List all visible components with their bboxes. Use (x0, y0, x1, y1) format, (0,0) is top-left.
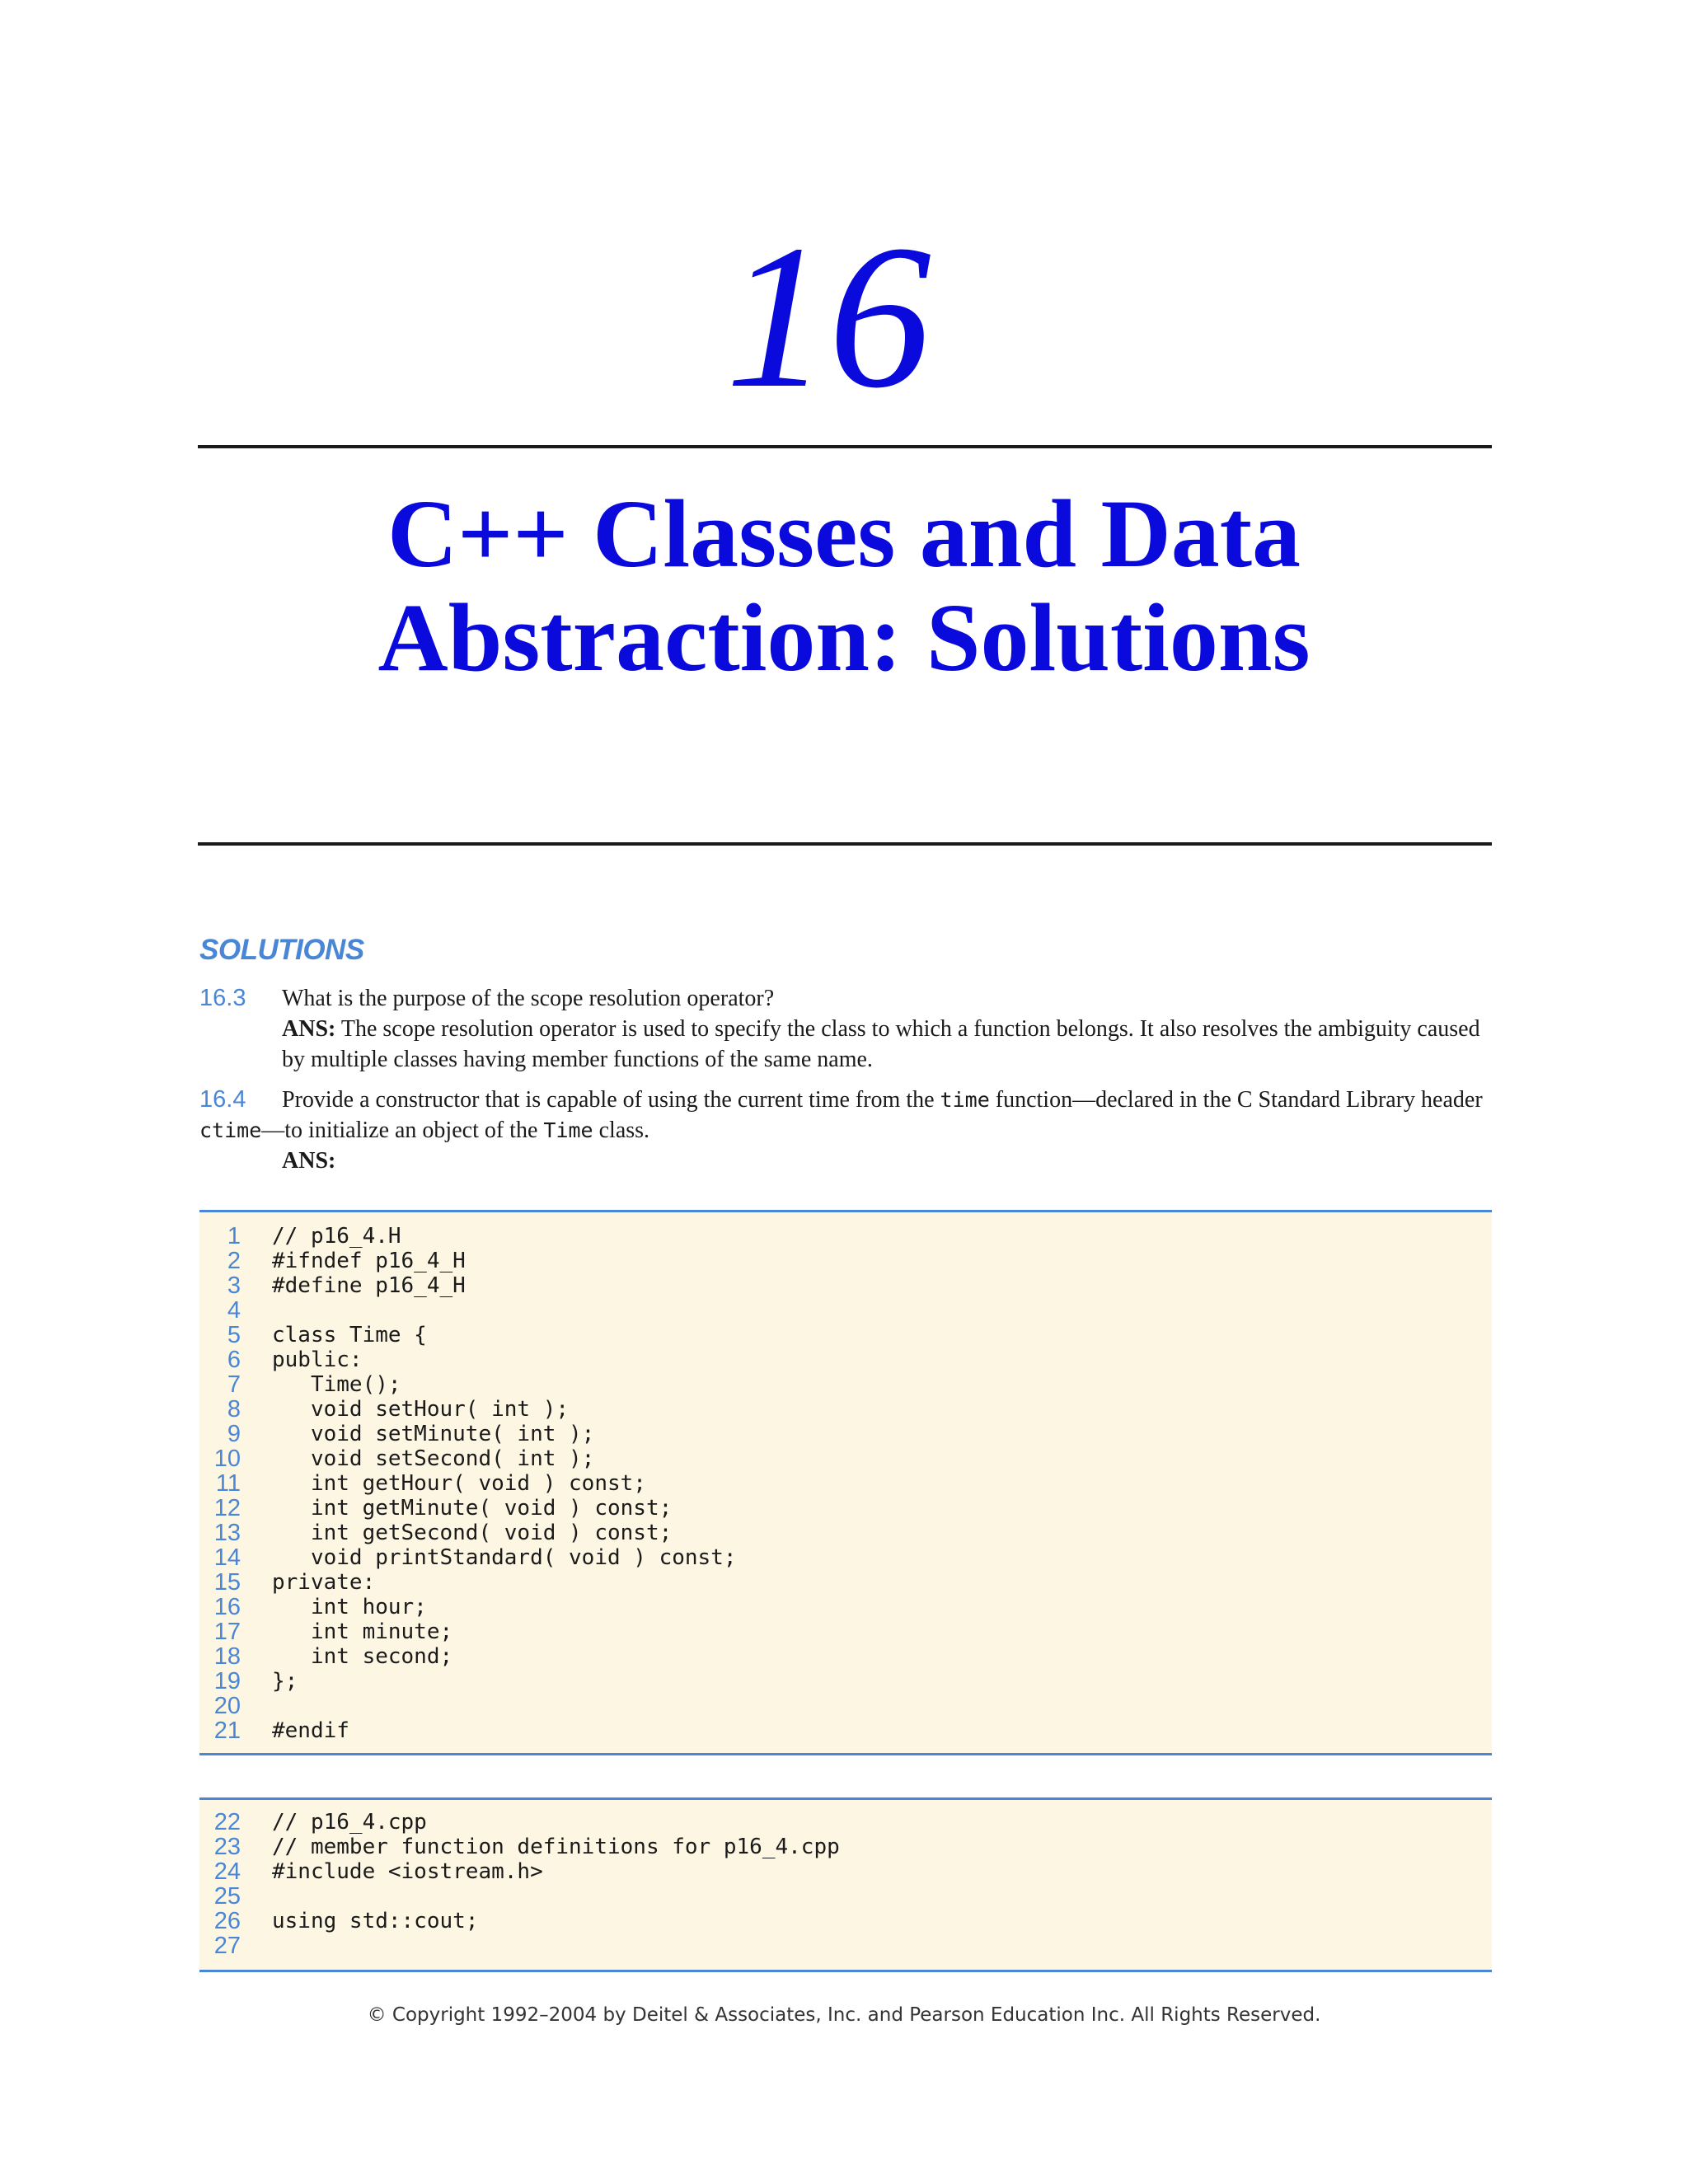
code-line (199, 1521, 1492, 1545)
code-line (199, 1372, 1492, 1397)
question-text: class. (593, 1118, 650, 1143)
exercise-16-4 (199, 1085, 1492, 1176)
line-number: 21 (213, 1718, 241, 1744)
line-number: 16 (213, 1594, 241, 1620)
line-code: int getMinute( void ) const; (272, 1496, 673, 1521)
line-number: 17 (213, 1619, 241, 1645)
line-number: 10 (213, 1446, 241, 1472)
line-number: 25 (213, 1883, 241, 1910)
line-code: // member function definitions for p16_4.cpp (272, 1835, 840, 1859)
code-line (199, 1718, 1492, 1743)
exercise-16-3 (199, 983, 1492, 1075)
code-line (199, 1694, 1492, 1718)
inline-code: time (940, 1088, 990, 1112)
code-listing-header (199, 1210, 1492, 1755)
code-listing-source (199, 1797, 1492, 1972)
line-code: void setHour( int ); (272, 1397, 570, 1422)
code-line (199, 1669, 1492, 1694)
code-line (199, 1446, 1492, 1471)
exercise-answer (199, 1146, 1492, 1176)
code-line (199, 1347, 1492, 1372)
line-code: int getHour( void ) const; (272, 1471, 646, 1496)
line-number: 4 (227, 1297, 241, 1324)
code-line (199, 1810, 1492, 1835)
line-number: 23 (213, 1834, 241, 1860)
code-line (199, 1595, 1492, 1619)
code-line (199, 1545, 1492, 1570)
line-number: 18 (213, 1643, 241, 1670)
line-code: }; (272, 1669, 298, 1694)
code-line (199, 1835, 1492, 1859)
line-number: 3 (227, 1272, 241, 1299)
top-rule (198, 445, 1492, 448)
code-line (199, 1224, 1492, 1249)
code-line (199, 1884, 1492, 1909)
line-code: #include <iostream.h> (272, 1859, 543, 1884)
exercise-number: 16.3 (199, 985, 246, 1011)
line-code: using std::cout; (272, 1909, 479, 1933)
line-number: 13 (213, 1520, 241, 1546)
line-code: void setMinute( int ); (272, 1422, 595, 1446)
inline-code: ctime (199, 1118, 262, 1142)
line-number: 8 (227, 1396, 241, 1422)
copyright-footer: © Copyright 1992–2004 by Deitel & Associates, Inc. and Pearson Education Inc. All Rights Reserved. (367, 2004, 1321, 2026)
line-code (241, 1298, 272, 1323)
line-number: 19 (213, 1668, 241, 1694)
question-text: function—declared in the C Standard Library header (989, 1087, 1483, 1113)
line-number: 20 (213, 1693, 241, 1719)
line-code (241, 1884, 272, 1909)
line-number: 6 (227, 1347, 241, 1373)
code-line (199, 1471, 1492, 1496)
exercise-question: What is the purpose of the scope resolution operator? (282, 986, 775, 1011)
line-code (241, 1694, 272, 1718)
line-number: 24 (213, 1858, 241, 1885)
line-number: 12 (213, 1495, 241, 1521)
code-line (199, 1298, 1492, 1323)
line-code: #ifndef p16_4_H (272, 1249, 466, 1273)
code-line (199, 1323, 1492, 1347)
line-code: int getSecond( void ) const; (272, 1521, 673, 1545)
code-line (199, 1859, 1492, 1884)
answer-label: ANS: (282, 1148, 336, 1174)
exercise-number: 16.4 (199, 1086, 246, 1113)
line-number: 2 (227, 1248, 241, 1274)
line-code: #define p16_4_H (272, 1273, 466, 1298)
line-code: private: (272, 1570, 376, 1595)
code-line (199, 1644, 1492, 1669)
line-number: 5 (227, 1322, 241, 1348)
answer-text: The scope resolution operator is used to specify the class to which a function belongs. It also resolves the ambiguity caused by multiple classes having member functions of the same name. (282, 1016, 1480, 1072)
chapter-title-line-1: C++ Classes and Data (387, 480, 1301, 588)
code-line (199, 1249, 1492, 1273)
code-line (199, 1496, 1492, 1521)
code-line (199, 1397, 1492, 1422)
code-line (199, 1570, 1492, 1595)
line-code: // p16_4.H (272, 1224, 401, 1249)
chapter-title (0, 482, 1688, 690)
line-code: Time(); (272, 1372, 401, 1397)
code-line (199, 1933, 1492, 1958)
line-number: 26 (213, 1908, 241, 1934)
code-line (199, 1909, 1492, 1933)
line-number: 7 (227, 1371, 241, 1398)
line-number: 15 (213, 1569, 241, 1596)
line-code: int hour; (272, 1595, 427, 1619)
line-number: 9 (227, 1421, 241, 1447)
line-number: 1 (227, 1223, 241, 1249)
line-code: void printStandard( void ) const; (272, 1545, 737, 1570)
line-code: class Time { (272, 1323, 427, 1347)
answer-label: ANS: (282, 1016, 336, 1042)
line-number: 14 (213, 1544, 241, 1571)
section-heading: SOLUTIONS (199, 934, 364, 966)
inline-code: Time (543, 1118, 593, 1142)
line-number: 27 (213, 1933, 241, 1959)
line-code: #endif (272, 1718, 349, 1743)
line-number: 22 (213, 1809, 241, 1835)
chapter-number: 16 (725, 203, 931, 431)
line-code: int second; (272, 1644, 453, 1669)
chapter-title-line-2: Abstraction: Solutions (377, 583, 1311, 691)
line-code: void setSecond( int ); (272, 1446, 595, 1471)
code-line (199, 1619, 1492, 1644)
exercise-answer (199, 1014, 1492, 1075)
line-code (241, 1933, 272, 1958)
exercise-question (199, 1085, 1492, 1146)
line-code: // p16_4.cpp (272, 1810, 427, 1835)
line-code: int minute; (272, 1619, 453, 1644)
line-code: public: (272, 1347, 363, 1372)
question-text: —to initialize an object of the (261, 1118, 544, 1143)
line-number: 11 (215, 1470, 241, 1497)
code-line (199, 1422, 1492, 1446)
question-text: Provide a constructor that is capable of using the current time from the (282, 1087, 940, 1113)
bottom-rule (198, 842, 1492, 846)
code-line (199, 1273, 1492, 1298)
